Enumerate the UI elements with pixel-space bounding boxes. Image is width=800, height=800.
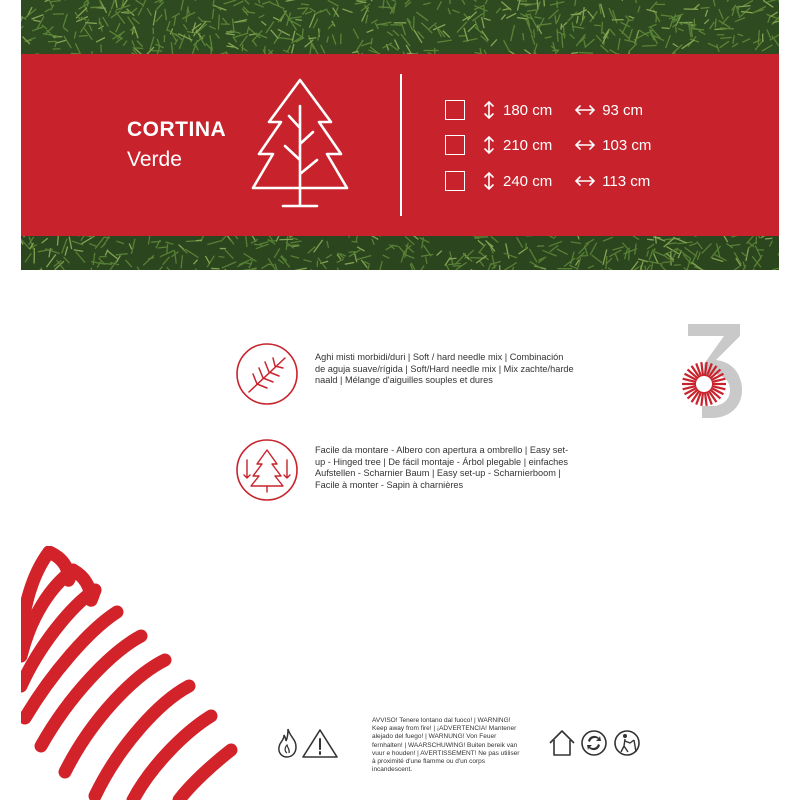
banner-divider	[400, 74, 402, 216]
brand-logo	[674, 322, 744, 420]
flame-icon	[279, 729, 296, 757]
size-width: 93 cm	[602, 101, 644, 119]
size-checkbox[interactable]	[445, 171, 465, 191]
size-width: 113 cm	[602, 172, 651, 190]
product-banner	[21, 54, 779, 236]
product-name: CORTINA	[127, 118, 227, 141]
pine-needle-icon	[235, 342, 299, 406]
size-width: 103 cm	[602, 136, 652, 154]
feature-setup-text: Facile da montare - Albero con apertura a ombrello | Easy set-up - Hinged tree | De fácil montaje - Árbol plegable | einfaches Aufstellen - Scharnier Baum | Easy set-up - Scharnierboom | Facile à monter - Sapin à charnières	[315, 445, 569, 490]
pine-foliage-bottom	[21, 236, 779, 270]
width-arrow-icon	[574, 104, 596, 116]
size-option-240[interactable]	[445, 169, 650, 193]
size-option-210[interactable]	[445, 133, 651, 157]
eco-icons	[548, 728, 644, 758]
pine-foliage-top	[21, 0, 779, 54]
christmas-tree-icon	[249, 78, 351, 212]
size-height: 210 cm	[503, 136, 553, 154]
feature-needle-text: Aghi misti morbidi/duri | Soft / hard needle mix | Combinación de aguja suave/rígida | Soft/Hard needle mix | Mix zachte/harde naald | Mélange d'aiguilles souples et dures	[315, 352, 574, 386]
size-height: 240 cm	[503, 172, 553, 190]
fire-warning-text: AVVISO! Tenere lontano dal fuoco! | WARNING! Keep away from fire! | ¡ADVERTENCIA! Mantener alejado del fuego! | WARNUNG! Von Feuer fernhalten! | WAARSCHUWING! Buiten bereik van vuur e houden! | AVERTISSEMENT! Ne pas utiliser à proximité d'une flamme ou d'un corps incandescent.	[372, 717, 520, 774]
decorative-red-swirl	[21, 546, 241, 800]
width-arrow-icon	[574, 175, 596, 187]
warning-icons	[276, 727, 340, 759]
hinged-tree-icon	[235, 438, 299, 502]
product-color: Verde	[127, 148, 182, 171]
size-checkbox[interactable]	[445, 100, 465, 120]
size-checkbox[interactable]	[445, 135, 465, 155]
height-arrow-icon	[481, 171, 497, 191]
size-height: 180 cm	[503, 101, 553, 119]
height-arrow-icon	[481, 100, 497, 120]
height-arrow-icon	[481, 135, 497, 155]
width-arrow-icon	[574, 139, 596, 151]
size-option-180[interactable]	[445, 98, 643, 122]
recycle-icon	[582, 731, 606, 755]
indoor-use-icon	[550, 731, 574, 755]
